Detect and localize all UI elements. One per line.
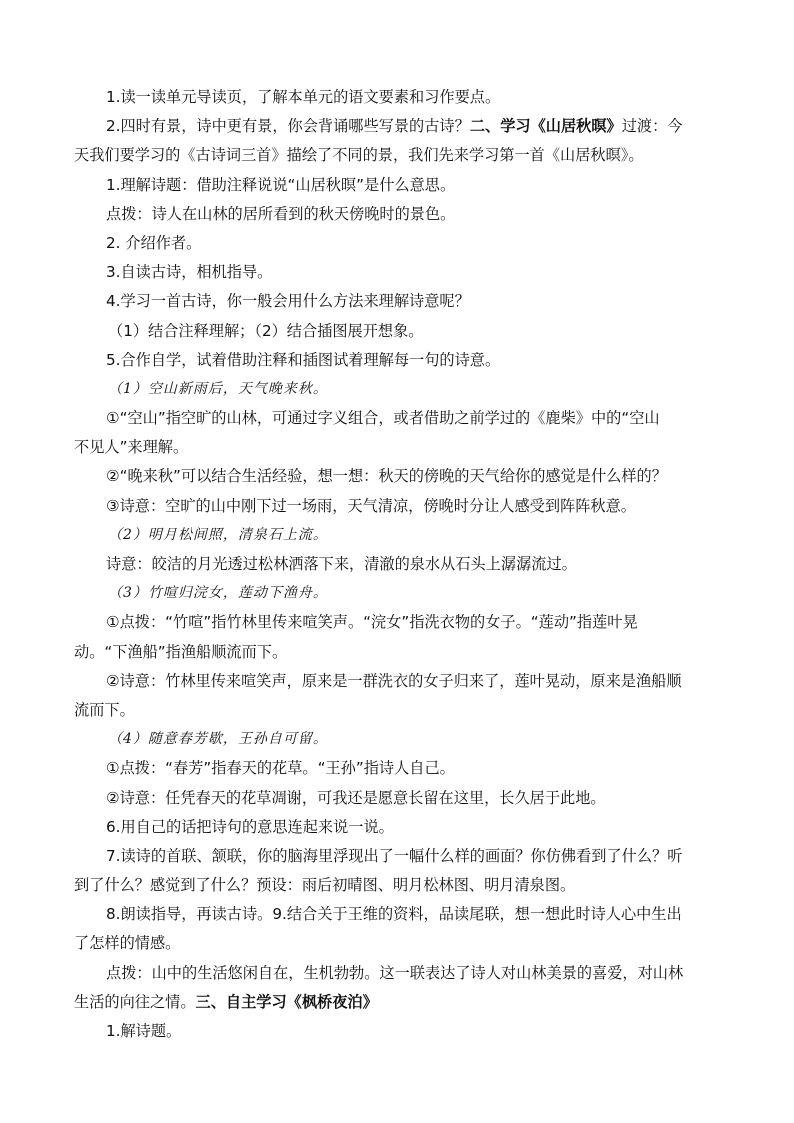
- paragraph-line: ①“空山”指空旷的山林，可通过字义组合，或者借助之前学过的《鹿柴》中的“空山: [106, 409, 660, 428]
- paragraph-line: 3.自读古诗，相机指导。: [106, 263, 273, 282]
- paragraph-line: ①点拨：“春芳”指春天的花草。“王孙”指诗人自己。: [106, 759, 455, 778]
- paragraph-line: 到了什么？感觉到了什么？预设：雨后初晴图、明月松林图、明月清泉图。: [74, 876, 576, 895]
- paragraph-line: 天我们要学习的《古诗词三首》描绘了不同的景，我们先来学习第一首《山居秋暝》。: [74, 146, 644, 165]
- poem-line: （3）竹喧归浣女，莲动下渔舟。: [108, 585, 328, 602]
- section-heading: 二、学习《山居秋暝》: [469, 117, 622, 136]
- paragraph-line: 1.读一读单元导读页，了解本单元的语文要素和习作要点。: [106, 88, 501, 106]
- paragraph-line: 4.学习一首古诗，你一般会用什么方法来理解诗意呢？: [106, 292, 470, 311]
- document-body: [74, 83, 724, 1046]
- paragraph-line: 1.理解诗题：借助注释说说“山居秋暝”是什么意思。: [106, 175, 456, 194]
- paragraph-line: 2.四时有景，诗中更有景，你会背诵哪些写景的古诗？二、学习《山居秋暝》过渡：今: [106, 117, 683, 136]
- paragraph-line: 点拨：诗人在山林的居所看到的秋天傍晚时的景色。: [106, 204, 456, 223]
- section-heading: 三、自主学习《枫桥夜泊》: [195, 992, 378, 1011]
- paragraph-line: ②诗意：任凭春天的花草凋谢，可我还是愿意长留在这里，长久居于此地。: [106, 788, 606, 807]
- paragraph-line: 6.用自己的话把诗句的意思连起来说一说。: [106, 817, 394, 836]
- paragraph-line: 1.解诗题。: [106, 1022, 182, 1040]
- poem-line: （1）空山新雨后，天气晚来秋。: [108, 380, 328, 397]
- paragraph-line: 5.合作自学，试着借助注释和插图试着理解每一句的诗意。: [106, 350, 501, 369]
- paragraph-line: 8.朗读指导，再读古诗。9.结合关于王维的资料，品读尾联，想一想此时诗人心中生出: [106, 905, 682, 924]
- paragraph-line: 了怎样的情感。: [74, 934, 181, 953]
- paragraph-line: 生活的向往之情。三、自主学习《枫桥夜泊》: [74, 992, 378, 1011]
- paragraph-line: 2. 介绍作者。: [106, 233, 202, 252]
- paragraph-line: 7.读诗的首联、颔联，你的脑海里浮现出了一幅什么样的画面？你仿佛看到了什么？听: [106, 846, 683, 865]
- paragraph-line: 不见人”来理解。: [74, 438, 189, 457]
- paragraph-line: 动。“下渔船”指渔船顺流而下。: [74, 642, 288, 661]
- poem-line: （2）明月松间照，清泉石上流。: [108, 526, 328, 543]
- paragraph-line: ③诗意：空旷的山中刚下过一场雨，天气清凉，傍晚时分让人感受到阵阵秋意。: [106, 496, 636, 515]
- paragraph-line: ②诗意：竹林里传来喧笑声，原来是一群洗衣的女子归来了，莲叶晃动，原来是渔船顺: [106, 671, 682, 690]
- poem-line: （4）随意春芳歇，王孙自可留。: [108, 731, 328, 748]
- paragraph-line: 点拨：山中的生活悠闲自在，生机勃勃。这一联表达了诗人对山林美景的喜爱，对山林: [106, 963, 684, 982]
- paragraph-line: （1）结合注释理解；（2）结合插图展开想象。: [108, 321, 424, 340]
- paragraph-line: ①点拨：“竹喧”指竹林里传来喧笑声。“浣女”指洗衣物的女子。“莲动”指莲叶晃: [106, 613, 638, 632]
- paragraph-line: 流而下。: [74, 700, 135, 719]
- paragraph-line: ②“晚来秋”可以结合生活经验，想一想：秋天的傍晚的天气给你的感觉是什么样的？: [106, 467, 667, 486]
- paragraph-line: 诗意：皎洁的月光透过松林洒落下来，清澈的泉水从石头上潺潺流过。: [106, 555, 577, 573]
